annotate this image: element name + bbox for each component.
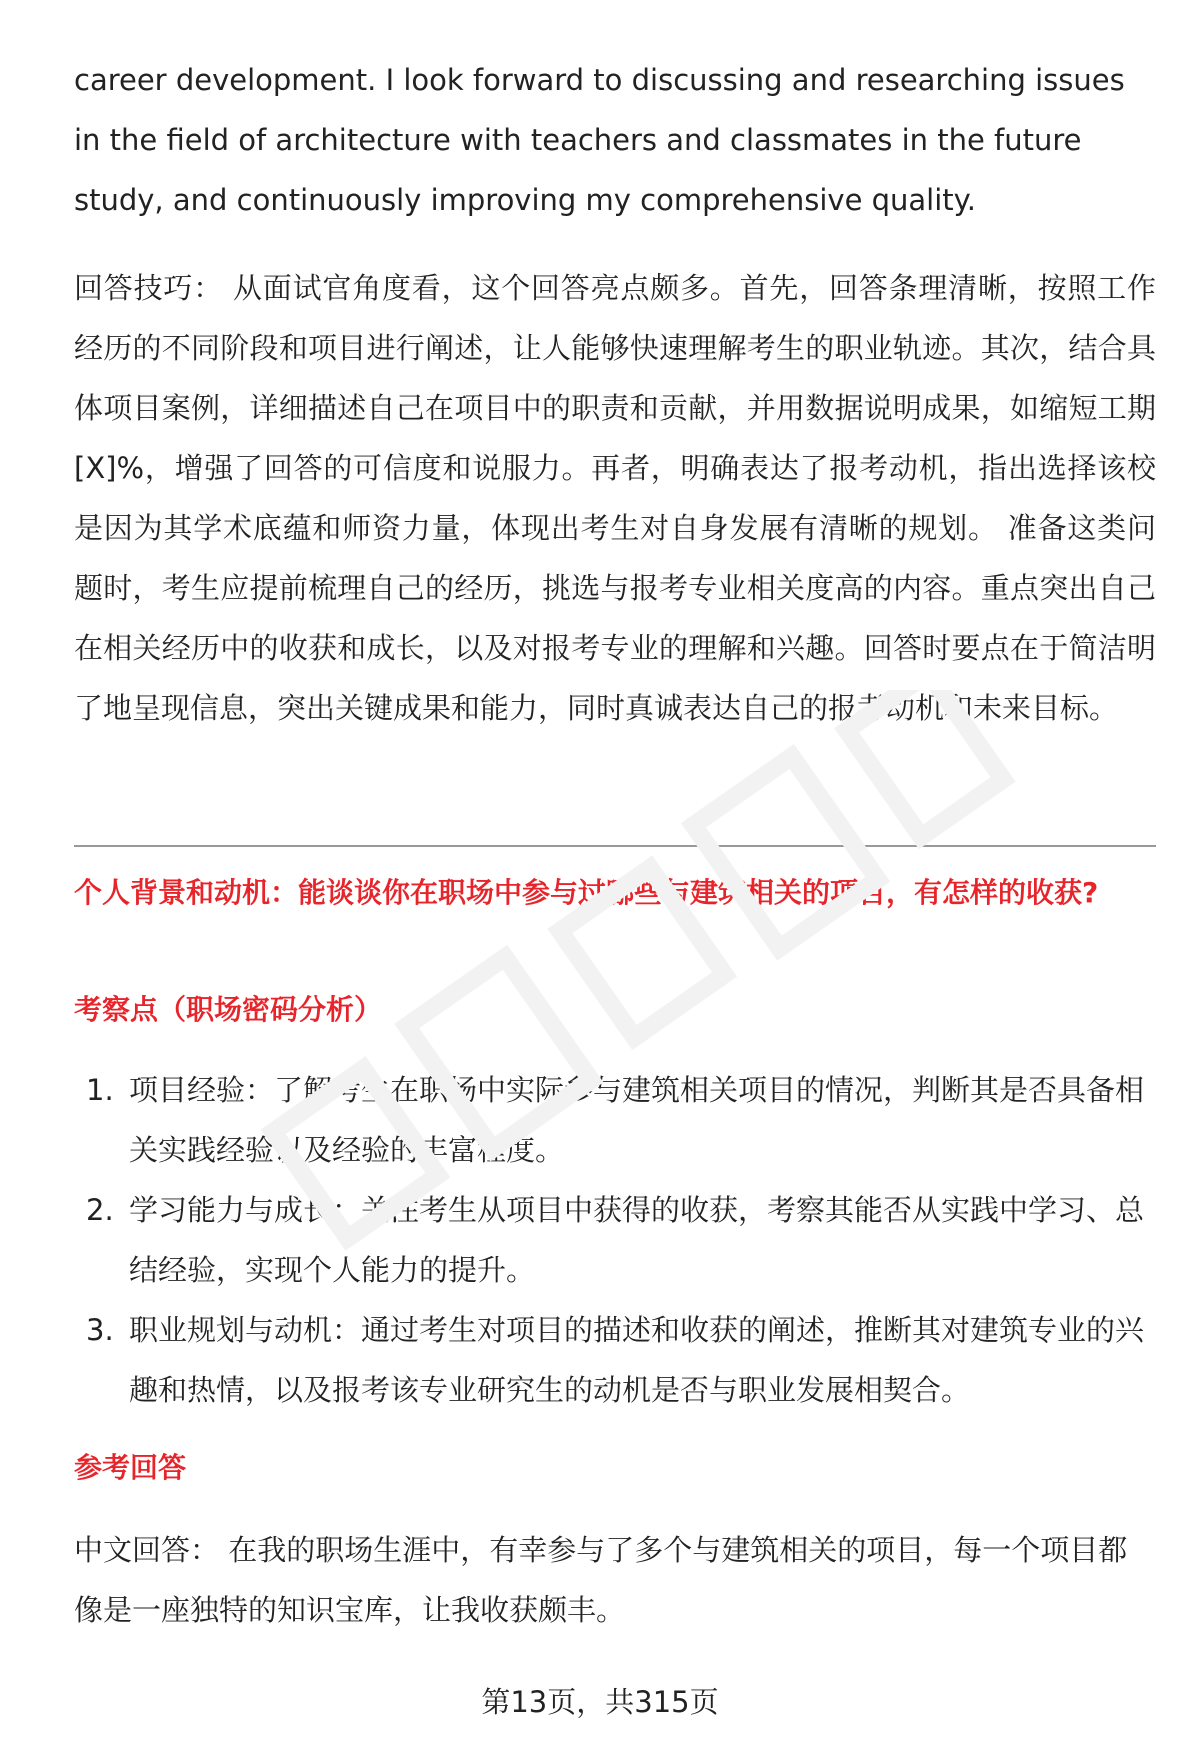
chinese-answer-label: 中文回答： xyxy=(74,1533,220,1567)
page-footer: 第13页，共315页 xyxy=(481,1685,719,1719)
chinese-answer-text: 在我的职场生涯中，有幸参与了多个与建筑相关的项目，每一个项目都像是一座独特的知识宝库，让我收获颇丰。 xyxy=(74,1533,1128,1627)
list-item-number: 2. xyxy=(86,1193,114,1227)
list-item xyxy=(74,1060,1156,1180)
list-item-text: 项目经验：了解考生在职场中实际参与建筑相关项目的情况，判断其是否具备相关实践经验以及经验的丰富程度。 xyxy=(129,1073,1145,1167)
english-paragraph: career development. I look forward to discussing and researching issues in the field of architecture with teachers and classmates in the future study, and continuously improving my comprehensive quality. xyxy=(74,63,1125,217)
list-item xyxy=(74,1300,1156,1420)
list-item-text: 职业规划与动机：通过考生对项目的描述和收获的阐述，推断其对建筑专业的兴趣和热情，以及报考该专业研究生的动机是否与职业发展相契合。 xyxy=(129,1313,1145,1407)
points-list xyxy=(74,1060,1156,1420)
tips-paragraph xyxy=(74,258,1156,738)
list-item xyxy=(74,1180,1156,1300)
chinese-answer-paragraph xyxy=(74,1520,1156,1640)
answer-heading: 参考回答 xyxy=(74,1451,187,1484)
tips-label: 回答技巧： xyxy=(74,271,223,305)
question-heading: 个人背景和动机：能谈谈你在职场中参与过哪些与建筑相关的项目，有怎样的收获? xyxy=(74,876,1099,909)
list-item-number: 3. xyxy=(86,1313,114,1347)
points-heading: 考察点（职场密码分析） xyxy=(74,993,383,1026)
list-item-number: 1. xyxy=(86,1073,114,1107)
section-divider xyxy=(74,845,1156,847)
tips-text: 从面试官角度看，这个回答亮点颇多。首先，回答条理清晰，按照工作经历的不同阶段和项目进行阐述，让人能够快速理解考生的职业轨迹。其次，结合具体项目案例，详细描述自己在项目中的职责和贡献，并用数据说明成果，如缩短工期[X]%，增强了回答的可信度和说服力。再者，明确表达了报考动机，指出选择该校是因为其学术底蕴和师资力量，体现出考生对自身发展有清晰的规划。 准备这类问题时，考生应提前梳理自己的经历，挑选与报考专业相关度高的内容。重点突出自己在相关经历中的收获和成长，以及对报考专业的理解和兴趣。回答时要点在于简洁明了地呈现信息，突出关键成果和能力，同时真诚表达自己的报考动机和未来目标。 xyxy=(74,271,1156,725)
list-item-text: 学习能力与成长：关注考生从项目中获得的收获，考察其能否从实践中学习、总结经验，实现个人能力的提升。 xyxy=(129,1193,1145,1287)
